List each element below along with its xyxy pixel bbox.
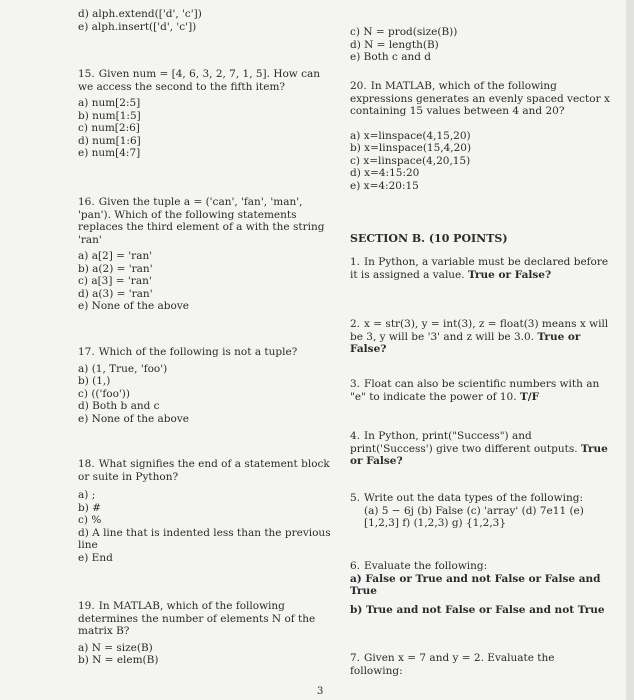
option: d) N = length(B) [350,38,439,51]
section-b-question-3 [350,378,610,403]
option: c) num[2:6] [78,122,140,134]
question-number: 17. [78,346,95,358]
option: d) num[1:6] [78,134,141,147]
question-number: 7. [350,652,361,664]
question-number: 2. [350,318,361,330]
question-20 [350,80,610,192]
question-number: 4. [350,430,361,442]
option: d) Both b and c [78,400,160,412]
question-number: 18. [78,458,95,470]
question-text: Which of the following is not a tuple? [98,346,298,358]
option: e) Both c and d [350,51,432,63]
option: e) x=4:20:15 [350,179,419,192]
question-number: 19. [78,600,95,612]
option: a) ; [78,489,96,501]
question-text: Write out the data types of the following: [364,492,583,504]
option: e) num[4:7] [78,147,141,159]
question-16 [78,196,338,313]
question-number: 20. [350,80,367,92]
q19-continued-options [350,26,610,64]
page-edge [626,0,634,700]
question-number: 5. [350,492,361,504]
option: e) None of the above [78,412,189,425]
question-number: 3. [350,378,361,390]
option: c) a[3] = 'ran' [78,275,152,287]
answer-prompt: True or False? [350,330,581,355]
option: b) x=linspace(15,4,20) [350,142,472,154]
section-b-question-5 [350,492,610,530]
option: d) a(3) = 'ran' [78,287,153,300]
option: a) (1, True, 'foo') [78,362,168,375]
option: a) False or True and not False or False and True [350,572,601,597]
question-detail: (a) 5 − 6j (b) False (c) 'array' (d) 7e11 (e) [1,2,3] f) (1,2,3) g) {1,2,3} [364,504,584,529]
option: c) % [78,514,102,526]
question-text: In Python, a variable must be declared before it is assigned a value. [350,256,609,281]
option: b) True and not False or False and not True [350,603,605,616]
answer-prompt: T/F [519,390,540,403]
question-18 [78,458,338,564]
question-text: Given the tuple a = ('can', 'fan', 'man', 'pan'). Which of the following statements replaces the third element of a with the string 'ran' [78,196,325,246]
option: b) (1,) [78,375,111,387]
option: d) A line that is indented less than the previous line [78,526,331,551]
question-text: Given num = [4, 6, 3, 2, 7, 1, 5]. How can we access the second to the fifth item? [78,68,321,93]
option: b) a(2) = 'ran' [78,262,153,275]
question-text: In MATLAB, which of the following expressions generates an evenly spaced vector x containing 15 values between 4 and 20? [350,80,610,117]
page-number: 3 [317,686,324,697]
section-b-question-1 [350,256,610,281]
question-text: What signifies the end of a statement block or suite in Python? [78,458,330,483]
answer-prompt: True or False? [350,442,608,467]
option: b) N = elem(B) [78,654,159,666]
option: a) N = size(B) [78,641,153,654]
question-number: 6. [350,560,361,572]
option: e) End [78,551,113,564]
prev-question-options [78,8,338,33]
question-number: 15. [78,68,95,80]
question-text: In MATLAB, which of the following determines the number of elements N of the matrix B? [78,600,316,637]
answer-prompt: True or False? [467,268,552,281]
section-b-question-2 [350,318,610,356]
section-b-question-7 [350,652,610,677]
option: a) a[2] = 'ran' [78,250,153,262]
question-17 [78,346,338,425]
question-19 [78,600,338,667]
section-b-question-6 [350,560,610,616]
section-title: SECTION B. (10 POINTS) [350,232,508,245]
option: e) None of the above [78,300,189,312]
option: c) x=linspace(4,20,15) [350,154,471,167]
question-15 [78,68,338,160]
question-text: Given x = 7 and y = 2. Evaluate the following: [350,652,555,677]
option: c) (('foo')) [78,387,131,400]
question-text: Evaluate the following: [364,560,488,572]
option: d) alph.extend(['d', 'c']) [78,8,202,20]
section-b-question-4 [350,430,610,468]
question-number: 1. [350,256,361,268]
option: a) num[2:5] [78,97,141,109]
question-text: x = str(3), y = int(3), z = float(3) means x will be 3, y will be '3' and z will be 3.0. [350,318,609,343]
option: b) # [78,501,101,514]
question-number: 16. [78,196,95,208]
option: b) num[1:5] [78,109,141,122]
question-text: Float can also be scientific numbers with an "e" to indicate the power of 10. [350,378,600,403]
question-text: In Python, print("Success") and print('Success') give two different outputs. [350,430,578,455]
option: c) N = prod(size(B)) [350,26,458,38]
option: d) x=4:15:20 [350,167,420,179]
option: a) x=linspace(4,15,20) [350,129,471,142]
option: e) alph.insert(['d', 'c']) [78,20,197,33]
